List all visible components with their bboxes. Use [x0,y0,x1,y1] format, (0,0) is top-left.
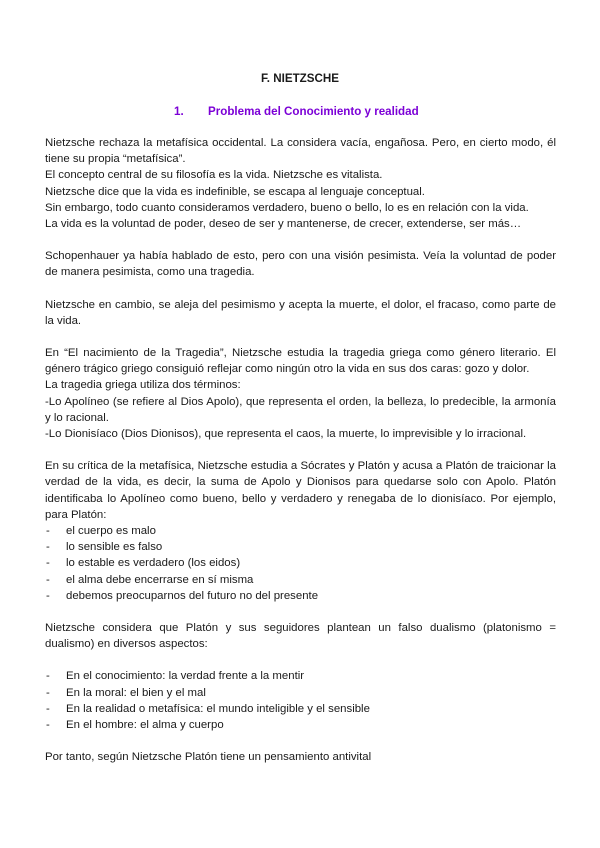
list-item [45,685,556,701]
list-dash: - [46,541,50,554]
list-item [45,668,556,684]
paragraph-gap [45,281,556,297]
list-item [45,555,556,571]
list-dash: - [46,719,50,732]
paragraph-relacion-vida: Sin embargo, todo cuanto consideramos verdadero, bueno o bello, lo es en relación con la vida. [45,201,529,214]
list-dash: - [46,670,50,683]
paragraph-dualismo: Nietzsche considera que Platón y sus seguidores plantean un falso dualismo (platonismo = dualismo) en diversos aspectos: [45,622,556,651]
list-item-text: lo sensible es falso [66,541,163,554]
list-item-text: el cuerpo es malo [66,525,156,538]
paragraph-indefinible: Nietzsche dice que la vida es indefinible, se escapa al lenguaje conceptual. [45,185,425,198]
list-item-text: el alma debe encerrarse en sí misma [66,573,254,586]
document-body [45,135,556,766]
list-dash: - [46,557,50,570]
paragraph-nacimiento-tragedia: En “El nacimiento de la Tragedia”, Nietzsche estudia la tragedia griega como género literario. El género trágico griego consiguió reflejar como ningún otro la vida en sus dos caras: gozo y dolor. [45,347,556,376]
paragraph-gap [45,652,556,668]
paragraph-dos-terminos: La tragedia griega utiliza dos términos: [45,379,241,392]
paragraph-schopenhauer: Schopenhauer ya había hablado de esto, pero con una visión pesimista. Veía la voluntad de poder de manera pesimista, como una tragedia. [45,250,556,279]
list-item [45,523,556,539]
list-item [45,701,556,717]
section-number: 1. [174,105,184,118]
paragraph-apolineo: -Lo Apolíneo (se refiere al Dios Apolo), que representa el orden, la belleza, lo predecible, la armonía y lo racional. [45,395,556,424]
paragraph-gap [45,733,556,749]
section-heading [174,104,419,120]
paragraph-gap [45,442,556,458]
aspectos-list [45,668,556,733]
list-item-text: En el conocimiento: la verdad frente a la mentir [66,670,305,683]
list-item-text: debemos preocuparnos del futuro no del presente [66,589,319,602]
list-dash: - [46,525,50,538]
list-dash: - [46,686,50,699]
paragraph-pesimismo: Nietzsche en cambio, se aleja del pesimismo y acepta la muerte, el dolor, el fracaso, como parte de la vida. [45,298,556,327]
paragraph-gap [45,232,556,248]
list-item [45,588,556,604]
list-item-text: En la realidad o metafísica: el mundo inteligible y el sensible [66,702,370,715]
list-dash: - [46,702,50,715]
list-item-text: En el hombre: el alma y cuerpo [66,719,224,732]
paragraph-gap [45,604,556,620]
list-item-text: En la moral: el bien y el mal [66,686,206,699]
section-title: Problema del Conocimiento y realidad [208,105,419,118]
list-item [45,717,556,733]
paragraph-dionisiaco: -Lo Dionisíaco (Dios Dionisos), que representa el caos, la muerte, lo imprevisible y lo irracional. [45,428,527,441]
paragraph-critica-platon: En su crítica de la metafísica, Nietzsche estudia a Sócrates y Platón y acusa a Platón de traicionar la verdad de la vida, es decir, la suma de Apolo y Dionisos para quedarse solo con Apolo. Platón identificaba lo Apolíneo como bueno, bello y verdadero y renegaba de lo dionisíaco. Por ejemplo, para Platón: [45,460,556,521]
paragraph-voluntad-poder: La vida es la voluntad de poder, deseo de ser y mantenerse, de crecer, extenderse, ser más… [45,218,522,231]
list-item [45,572,556,588]
list-dash: - [46,589,50,602]
paragraph-metafisica: Nietzsche rechaza la metafísica occidental. La considera vacía, engañosa. Pero, en cierto modo, él tiene su propia “metafísica”. [45,137,556,166]
list-item [45,539,556,555]
paragraph-gap [45,329,556,345]
document-title: F. NIETZSCHE [261,72,339,85]
list-item-text: lo estable es verdadero (los eidos) [66,557,241,570]
list-dash: - [46,573,50,586]
paragraph-vitalista: El concepto central de su filosofía es la vida. Nietzsche es vitalista. [45,169,383,182]
paragraph-conclusion: Por tanto, según Nietzsche Platón tiene un pensamiento antivital [45,751,372,764]
platon-list [45,523,556,604]
